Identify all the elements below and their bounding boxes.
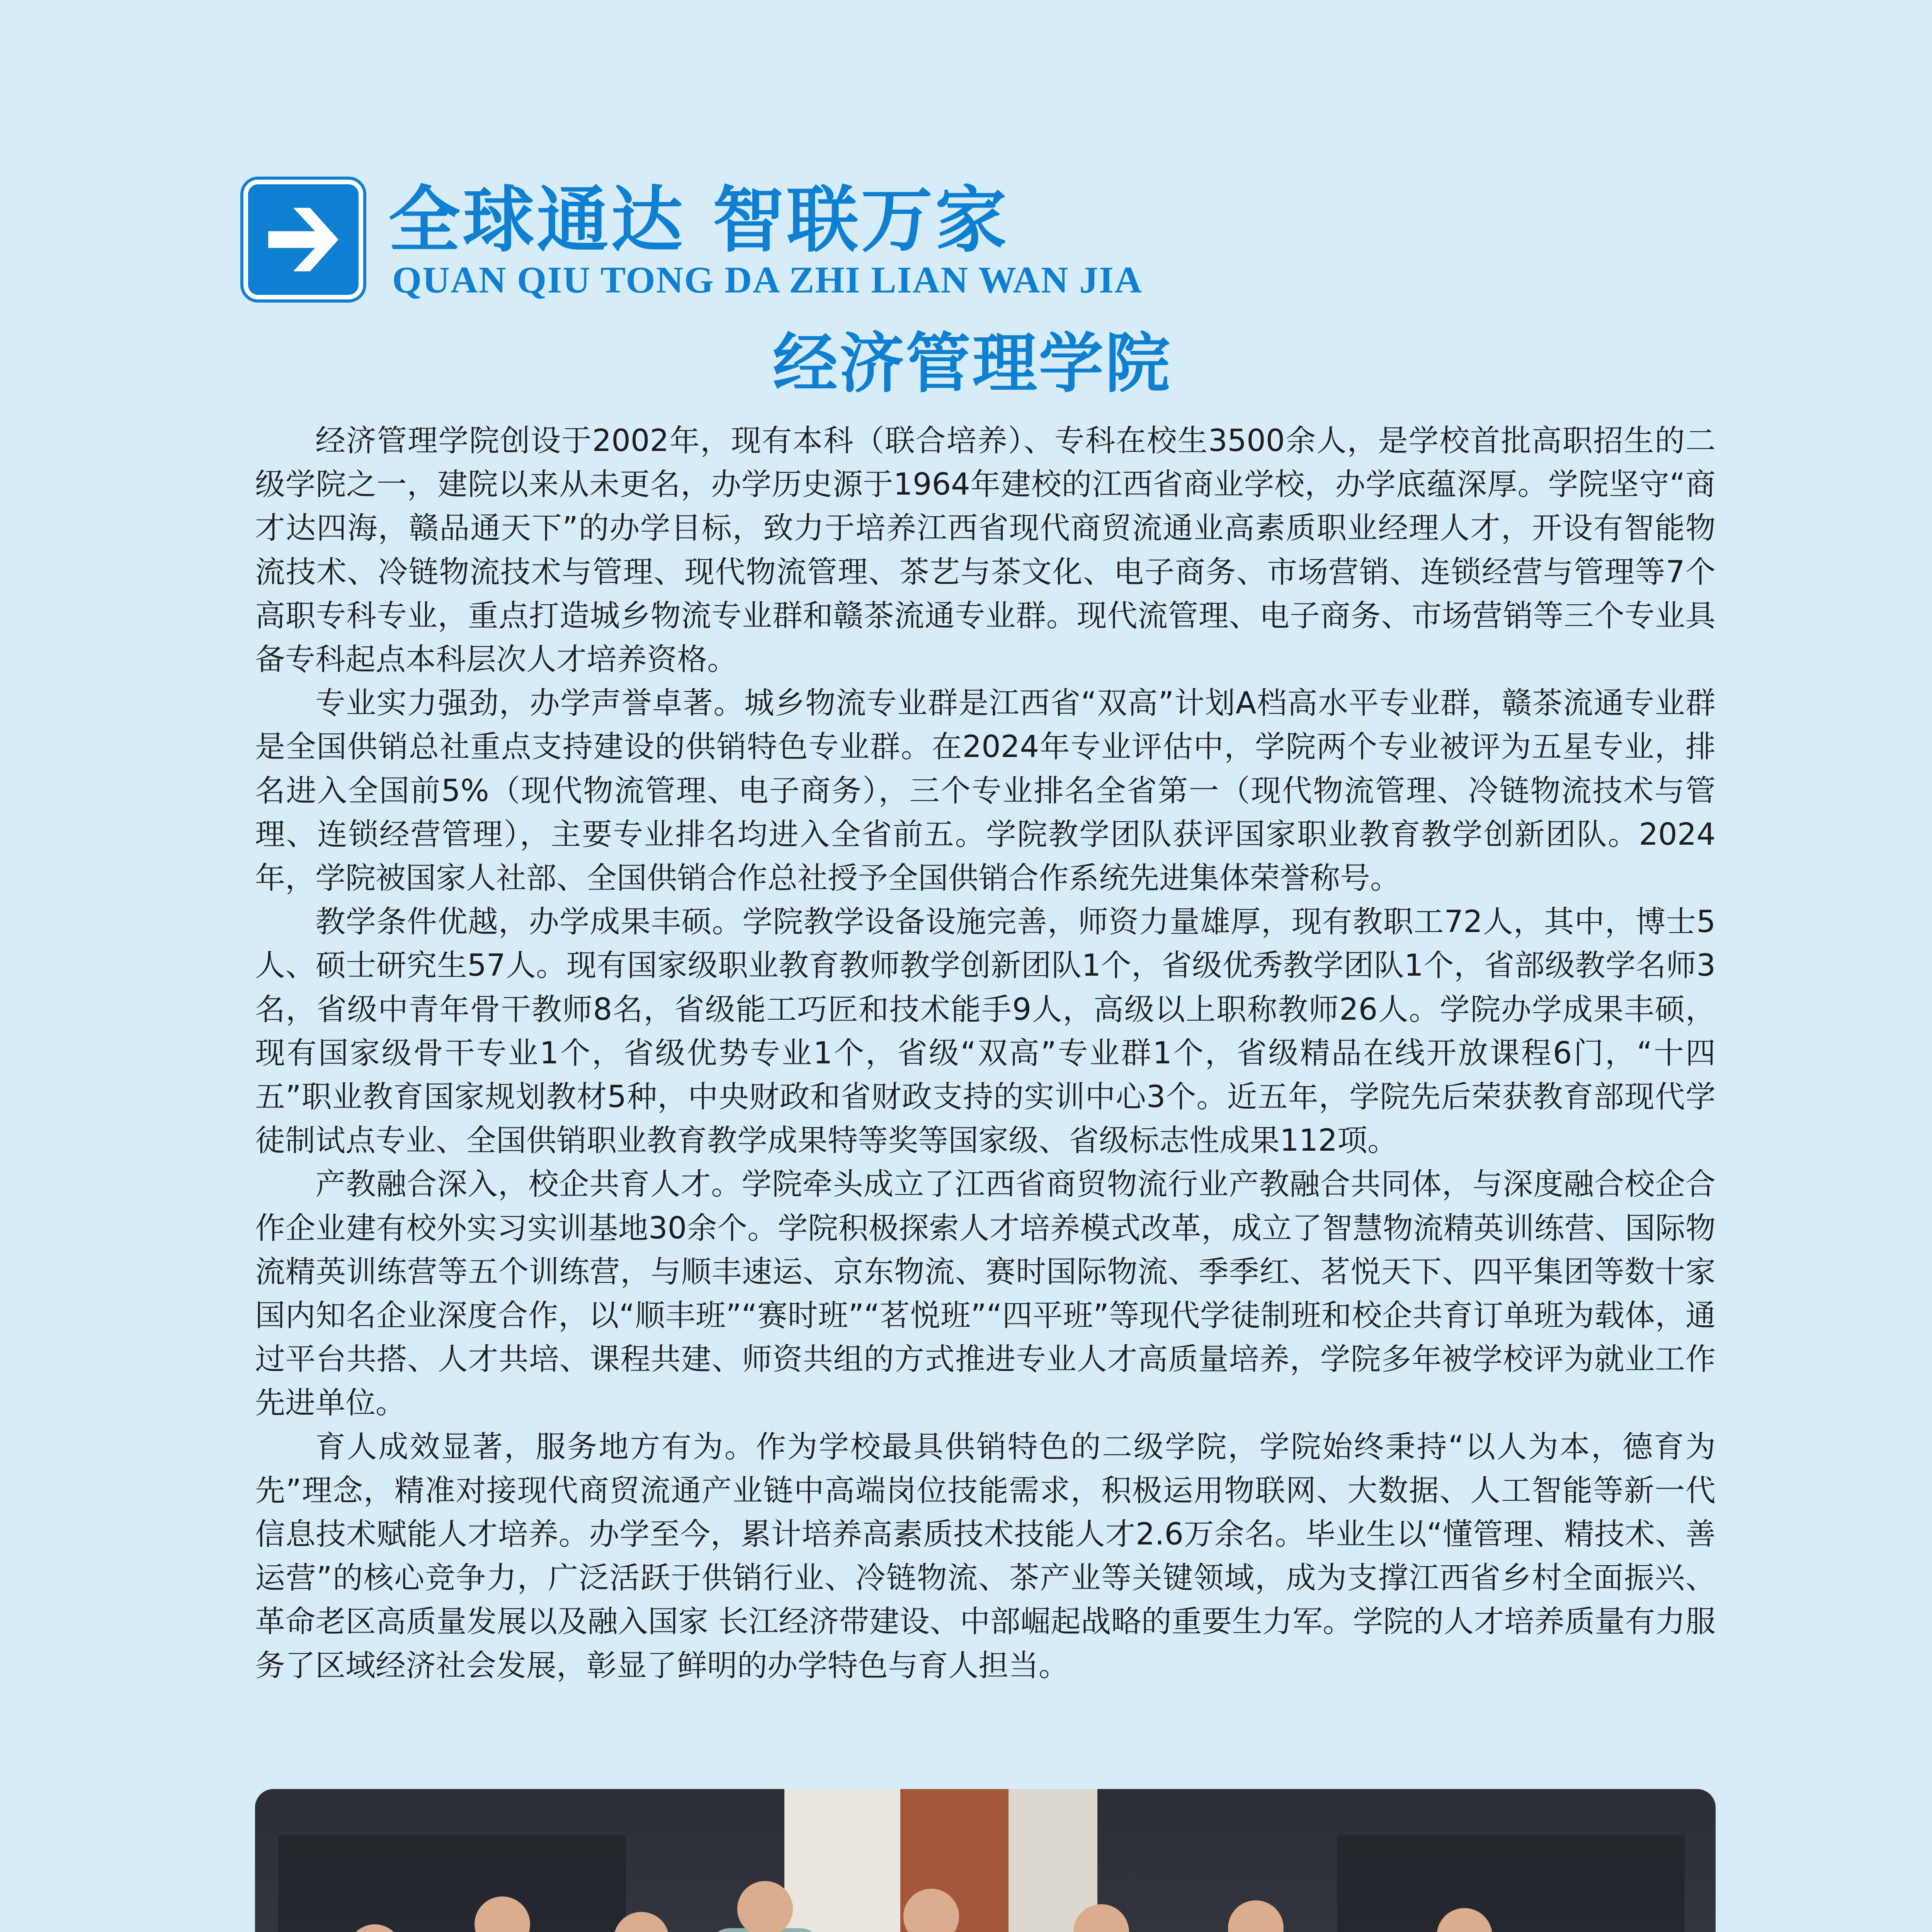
header-subtitle: QUAN QIU TONG DA ZHI LIAN WAN JIA [392,259,1143,301]
article-paragraph: 育人成效显著，服务地方有为。作为学校最具供销特色的二级学院，学院始终秉持“以人为本，德育为先”理念，精准对接现代商贸流通产业链中高端岗位技能需求，积极运用物联网、大数据、人工智能等新一代信息技术赋能人才培养。办学至今，累计培养高素质技术技能人才2.6万余名。毕业生以“懂管理、精技术、善运营”的核心竞争力，广泛活跃于供销行业、冷链物流、茶产业等关键领域，成为支撑江西省乡村全面振兴、革命老区高质量发展以及融入国家 长江经济带建设、中部崛起战略的重要生力军。学院的人才培养质量有力服务了区域经济社会发展，彰显了鲜明的办学特色与育人担当。 [255,1429,1716,1683]
article-paragraph: 教学条件优越，办学成果丰硕。学院教学设备设施完善，师资力量雄厚，现有教职工72人，其中，博士5人、硕士研究生57人。现有国家级职业教育教师教学创新团队1个，省级优秀教学团队1个，省部级教学名师3名，省级中青年骨干教师8名，省级能工巧匠和技术能手9人，高级以上职称教师26人。学院办学成果丰硕，现有国家级骨干专业1个，省级优势专业1个，省级“双高”专业群1个，省级精品在线开放课程6门，“十四五”职业教育国家规划教材5种，中央财政和省财政支持的实训中心3个。近五年，学院先后荣获教育部现代学徒制试点专业、全国供销职业教育教学成果特等奖等国家级、省级标志性成果112项。 [255,905,1716,1158]
arrow-right-icon [243,180,363,299]
article-paragraph: 专业实力强劲，办学声誉卓著。城乡物流专业群是江西省“双高”计划A档高水平专业群，赣茶流通专业群是全国供销总社重点支持建设的供销特色专业群。在2024年专业评估中，学院两个专业被评为五星专业，排名进入全国前5%（现代物流管理、电子商务），三个专业排名全省第一（现代物流管理、冷链物流技术与管理、连锁经营管理），主要专业排名均进入全省前五。学院教学团队获评国家职业教育教学创新团队。2024年，学院被国家人社部、全国供销合作总社授予全国供销合作系统先进集体荣誉称号。 [255,686,1716,896]
article-body [255,419,1716,1688]
group-photo [255,1789,1716,1932]
page-title: 经济管理学院 [773,325,1172,401]
section-header [243,178,1143,311]
article-paragraph: 产教融合深入，校企共育人才。学院牵头成立了江西省商贸物流行业产教融合共同体，与深度融合校企合作企业建有校外实习实训基地30余个。学院积极探索人才培养模式改革，成立了智慧物流精英训练营、国际物流精英训练营等五个训练营，与顺丰速运、京东物流、赛时国际物流、季季红、茗悦天下、四平集团等数十家国内知名企业深度合作，以“顺丰班”“赛时班”“茗悦班”“四平班”等现代学徒制班和校企共育订单班为载体，通过平台共搭、人才共培、课程共建、师资共组的方式推进专业人才高质量培养，学院多年被学校评为就业工作先进单位。 [255,1167,1716,1421]
header-title: 全球通达 智联万家 [388,178,1009,262]
article-paragraph: 经济管理学院创设于2002年，现有本科（联合培养）、专科在校生3500余人，是学校首批高职招生的二级学院之一，建院以来从未更名，办学历史源于1964年建校的江西省商业学校，办学底蕴深厚。学院坚守“商才达四海，赣品通天下”的办学目标，致力于培养江西省现代商贸流通业高素质职业经理人才，开设有智能物流技术、冷链物流技术与管理、现代物流管理、茶艺与茶文化、电子商务、市场营销、连锁经营与管理等7个高职专科专业，重点打造城乡物流专业群和赣茶流通专业群。现代流管理、电子商务、市场营销等三个专业具备专科起点本科层次人才培养资格。 [255,423,1716,677]
group-photo-image [255,1789,1716,1932]
